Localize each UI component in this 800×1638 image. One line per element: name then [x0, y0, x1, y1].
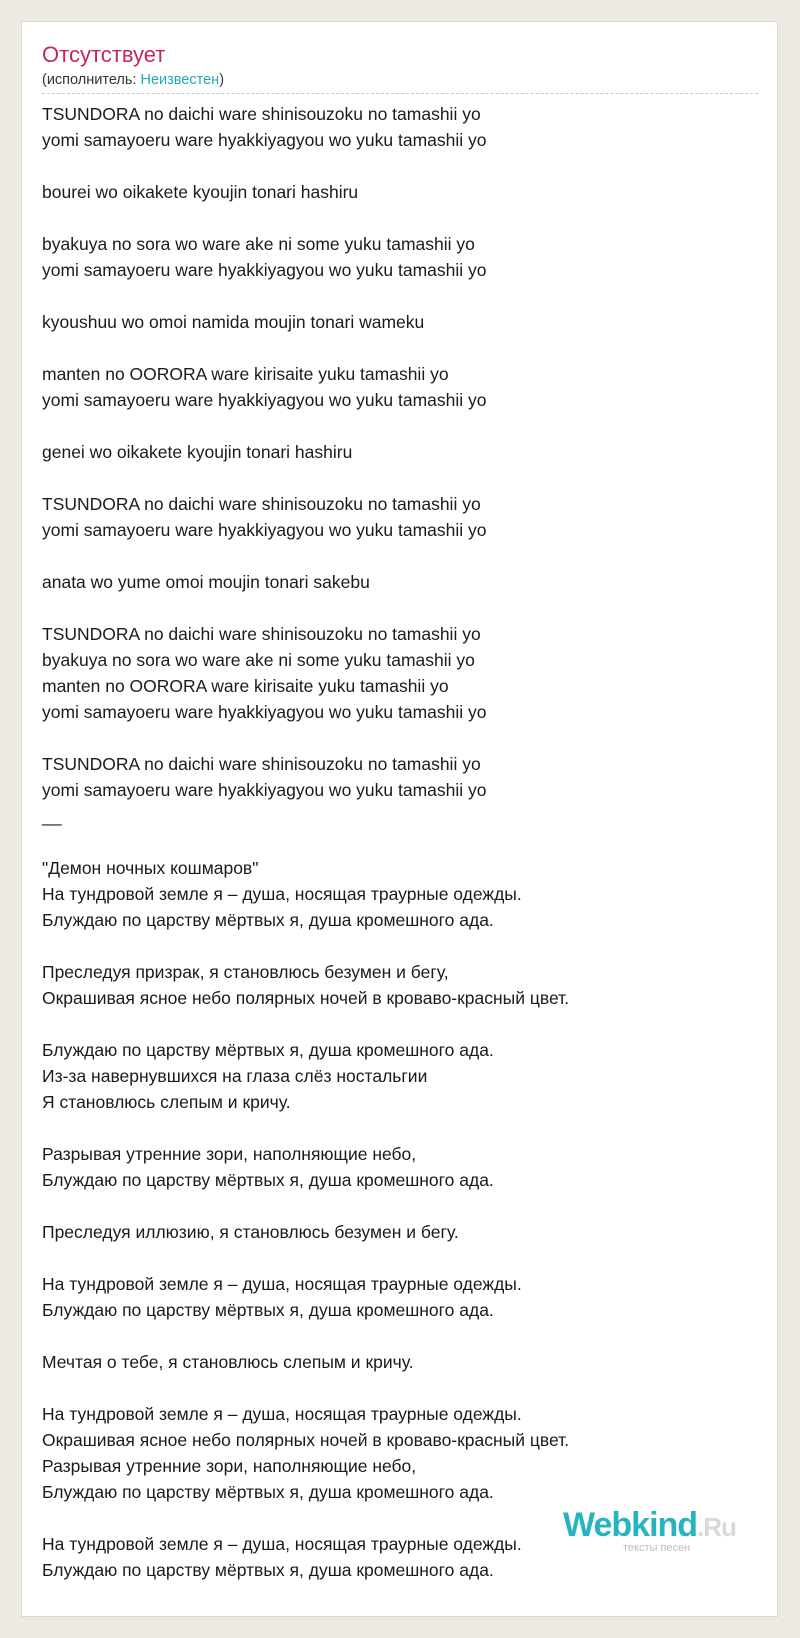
lyric-line	[42, 153, 758, 179]
lyric-line: На тундровой земле я – душа, носящая траурные одежды.	[42, 884, 522, 904]
lyric-line: Окрашивая ясное небо полярных ночей в кроваво-красный цвет.	[42, 1430, 570, 1450]
lyric-line: yomi samayoeru ware hyakkiyagyou wo yuku tamashii yo	[42, 780, 487, 800]
logo-tagline: тексты песен	[623, 1542, 691, 1554]
lyric-line	[42, 335, 758, 361]
artist-prefix: (исполнитель:	[42, 72, 141, 88]
lyric-line: TSUNDORA no daichi ware shinisouzoku no tamashii yo	[42, 754, 481, 774]
lyric-line	[42, 933, 758, 959]
lyric-line	[42, 725, 758, 751]
lyric-line	[42, 1115, 758, 1141]
lyric-line: byakuya no sora wo ware ake ni some yuku tamashii yo	[42, 234, 475, 254]
lyric-line: TSUNDORA no daichi ware shinisouzoku no tamashii yo	[42, 494, 481, 514]
artist-link[interactable]: Неизвестен	[140, 72, 220, 88]
lyric-line: kyoushuu wo omoi namida moujin tonari wameku	[42, 312, 425, 332]
lyric-line: Блуждаю по царству мёртвых я, душа кромешного ада.	[42, 1300, 494, 1320]
logo-tld: .Ru	[697, 1512, 736, 1542]
lyric-line	[42, 829, 758, 855]
lyrics-card	[21, 21, 778, 1617]
logo-wordmark	[563, 1506, 736, 1546]
lyric-line: На тундровой земле я – душа, носящая траурные одежды.	[42, 1404, 522, 1424]
song-title: Отсутствует	[42, 42, 166, 67]
lyric-line: Преследуя призрак, я становлюсь безумен и бегу,	[42, 962, 449, 982]
lyric-line: Я становлюсь слепым и кричу.	[42, 1092, 291, 1112]
lyric-line	[42, 543, 758, 569]
lyric-line: yomi samayoeru ware hyakkiyagyou wo yuku tamashii yo	[42, 520, 487, 540]
lyrics-text	[42, 101, 758, 1583]
lyric-line: Разрывая утренние зори, наполняющие небо,	[42, 1144, 417, 1164]
lyric-line: TSUNDORA no daichi ware shinisouzoku no tamashii yo	[42, 104, 481, 124]
artist-suffix: )	[219, 72, 225, 88]
lyric-line: На тундровой земле я – душа, носящая траурные одежды.	[42, 1274, 522, 1294]
lyric-line: anata wo yume omoi moujin tonari sakebu	[42, 572, 370, 592]
lyric-line: manten no OORORA ware kirisaite yuku tamashii yo	[42, 364, 449, 384]
lyric-line: На тундровой земле я – душа, носящая траурные одежды.	[42, 1534, 522, 1554]
lyric-line	[42, 1323, 758, 1349]
lyric-line: TSUNDORA no daichi ware shinisouzoku no tamashii yo	[42, 624, 481, 644]
lyric-line	[42, 465, 758, 491]
artist-line	[42, 71, 224, 89]
lyric-line: Разрывая утренние зори, наполняющие небо,	[42, 1456, 417, 1476]
lyric-line: yomi samayoeru ware hyakkiyagyou wo yuku tamashii yo	[42, 702, 487, 722]
lyric-line: manten no OORORA ware kirisaite yuku tamashii yo	[42, 676, 449, 696]
lyric-line	[42, 413, 758, 439]
lyric-line: genei wo oikakete kyoujin tonari hashiru	[42, 442, 353, 462]
lyric-line	[42, 283, 758, 309]
lyric-line: Блуждаю по царству мёртвых я, душа кромешного ада.	[42, 1560, 494, 1580]
lyric-line: Блуждаю по царству мёртвых я, душа кромешного ада.	[42, 1170, 494, 1190]
lyric-line: byakuya no sora wo ware ake ni some yuku tamashii yo	[42, 650, 475, 670]
lyric-line: yomi samayoeru ware hyakkiyagyou wo yuku tamashii yo	[42, 390, 487, 410]
lyric-line	[42, 1011, 758, 1037]
lyric-line: Окрашивая ясное небо полярных ночей в кроваво-красный цвет.	[42, 988, 570, 1008]
dashed-divider	[42, 93, 758, 94]
lyric-line: Блуждаю по царству мёртвых я, душа кромешного ада.	[42, 1040, 494, 1060]
lyric-line	[42, 595, 758, 621]
lyric-line: yomi samayoeru ware hyakkiyagyou wo yuku tamashii yo	[42, 260, 487, 280]
lyric-line	[42, 1245, 758, 1271]
lyric-line: Блуждаю по царству мёртвых я, душа кромешного ада.	[42, 910, 494, 930]
lyric-line	[42, 1375, 758, 1401]
logo-brand: Webkind	[563, 1506, 698, 1544]
lyric-line: bourei wo oikakete kyoujin tonari hashiru	[42, 182, 359, 202]
lyric-line	[42, 1193, 758, 1219]
lyric-line: yomi samayoeru ware hyakkiyagyou wo yuku tamashii yo	[42, 130, 487, 150]
lyric-line: Блуждаю по царству мёртвых я, душа кромешного ада.	[42, 1482, 494, 1502]
lyric-line: Мечтая о тебе, я становлюсь слепым и кричу.	[42, 1352, 414, 1372]
webkind-logo	[563, 1506, 763, 1566]
lyric-line	[42, 205, 758, 231]
lyric-line: Преследуя иллюзию, я становлюсь безумен и бегу.	[42, 1222, 459, 1242]
lyric-line: __	[42, 806, 62, 826]
lyric-line: "Демон ночных кошмаров"	[42, 858, 259, 878]
lyric-line: Из-за навернувшихся на глаза слёз ностальгии	[42, 1066, 428, 1086]
